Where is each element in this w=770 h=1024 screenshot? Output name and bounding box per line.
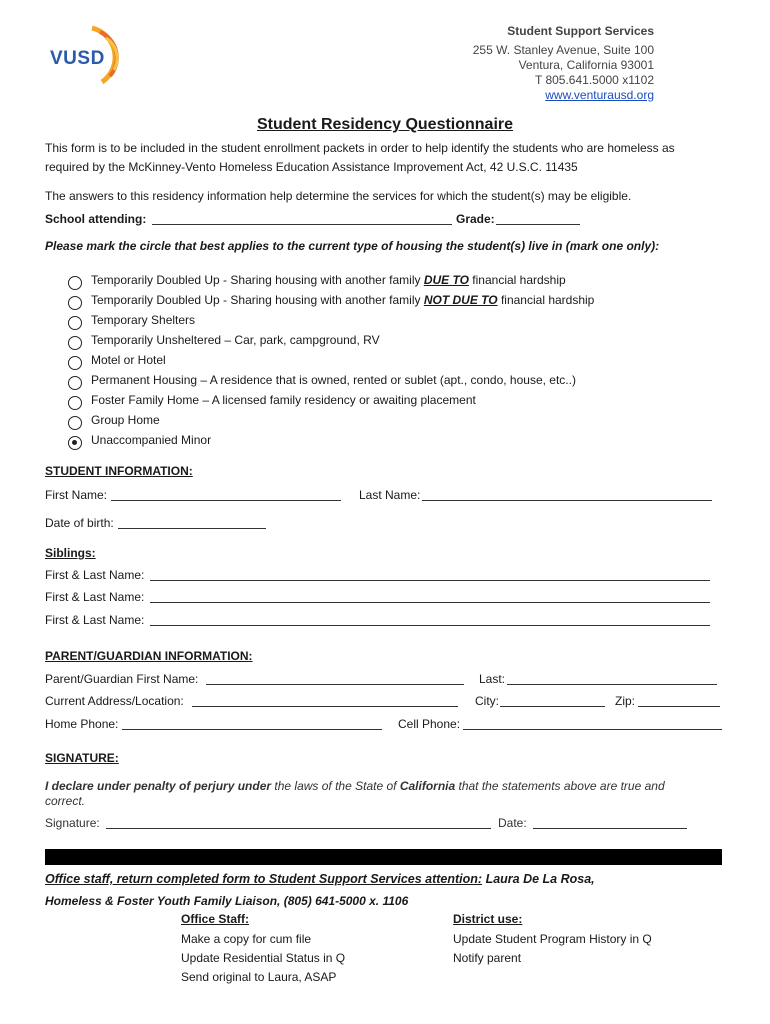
phone-number: T 805.641.5000 x1102 <box>535 73 654 87</box>
city-input[interactable] <box>500 706 605 707</box>
sibling-name-label: First & Last Name: <box>45 568 145 582</box>
housing-radio-permanent[interactable] <box>68 376 82 390</box>
office-use-divider <box>45 849 722 865</box>
first-name-input[interactable] <box>111 500 341 501</box>
student-info-heading: STUDENT INFORMATION: <box>45 464 193 478</box>
housing-option-label: Group Home <box>91 413 160 427</box>
office-staff-item: Make a copy for cum file <box>181 932 312 946</box>
intro-eligibility: The answers to this residency information help determine the services for which the student(s) may be eligible. <box>45 189 632 203</box>
district-use-item: Update Student Program History in Q <box>453 932 652 946</box>
sibling-name-input[interactable] <box>150 625 710 626</box>
housing-option-label: Temporary Shelters <box>91 313 196 327</box>
parent-first-name-label: Parent/Guardian First Name: <box>45 672 199 686</box>
office-return-instructions: Office staff, return completed form to Student Support Services attention: Laura De La Rosa, <box>45 872 595 886</box>
housing-radio-foster[interactable] <box>68 396 82 410</box>
housing-option-label: Motel or Hotel <box>91 353 166 367</box>
address-line-2: Ventura, California 93001 <box>518 58 654 72</box>
housing-radio-doubled-up-due-to[interactable] <box>68 276 82 290</box>
housing-option-label: Temporarily Doubled Up - Sharing housing with another family NOT DUE TO financial hardship <box>91 293 595 307</box>
school-input[interactable] <box>152 224 452 225</box>
perjury-declaration: I declare under penalty of perjury under the laws of the State of California that the statements above are true and <box>45 779 665 793</box>
housing-radio-unaccompanied-minor[interactable] <box>68 436 82 450</box>
home-phone-label: Home Phone: <box>45 717 119 731</box>
parent-first-name-input[interactable] <box>206 684 464 685</box>
sibling-name-label: First & Last Name: <box>45 613 145 627</box>
sibling-name-label: First & Last Name: <box>45 590 145 604</box>
date-label: Date: <box>498 816 527 830</box>
signature-heading: SIGNATURE: <box>45 751 119 765</box>
housing-radio-shelters[interactable] <box>68 316 82 330</box>
housing-radio-motel[interactable] <box>68 356 82 370</box>
grade-label: Grade: <box>456 212 495 226</box>
liaison-contact: Homeless & Foster Youth Family Liaison, (805) 641-5000 x. 1106 <box>45 894 409 908</box>
intro-line-2: required by the McKinney-Vento Homeless Education Assistance Improvement Act, 42 U.S.C. 11435 <box>45 160 578 174</box>
district-use-heading: District use: <box>453 912 523 926</box>
school-label: School attending: <box>45 212 147 226</box>
department-name: Student Support Services <box>507 24 654 38</box>
housing-radio-doubled-up-not-due-to[interactable] <box>68 296 82 310</box>
office-staff-heading: Office Staff: <box>181 912 250 926</box>
parent-last-name-input[interactable] <box>507 684 717 685</box>
intro-line-1: This form is to be included in the student enrollment packets in order to help identify the students who are homeless as <box>45 141 675 155</box>
housing-option-label: Unaccompanied Minor <box>91 433 212 447</box>
housing-prompt: Please mark the circle that best applies to the current type of housing the student(s) live in (mark one only): <box>45 239 660 253</box>
signature-input[interactable] <box>106 828 491 829</box>
vusd-logo <box>44 22 128 92</box>
cell-phone-input[interactable] <box>463 729 722 730</box>
date-input[interactable] <box>533 828 687 829</box>
last-name-label: Last Name: <box>359 488 421 502</box>
website-link[interactable]: www.venturausd.org <box>545 88 654 102</box>
logo-text: VUSD <box>50 48 105 69</box>
home-phone-input[interactable] <box>122 729 382 730</box>
page-title: Student Residency Questionnaire <box>256 116 514 133</box>
siblings-heading: Siblings: <box>45 546 96 560</box>
signature-label: Signature: <box>45 816 100 830</box>
sibling-name-input[interactable] <box>150 580 710 581</box>
housing-option-label: Temporarily Doubled Up - Sharing housing with another family DUE TO financial hardship <box>91 273 566 287</box>
sibling-name-input[interactable] <box>150 602 710 603</box>
parent-last-name-label: Last: <box>479 672 506 686</box>
address-label: Current Address/Location: <box>45 694 184 708</box>
last-name-input[interactable] <box>422 500 712 501</box>
housing-option-label: Temporarily Unsheltered – Car, park, campground, RV <box>91 333 380 347</box>
zip-input[interactable] <box>638 706 720 707</box>
housing-radio-group-home[interactable] <box>68 416 82 430</box>
address-line-1: 255 W. Stanley Avenue, Suite 100 <box>472 43 654 57</box>
district-use-item: Notify parent <box>453 951 522 965</box>
office-staff-item: Update Residential Status in Q <box>181 951 346 965</box>
housing-radio-unsheltered[interactable] <box>68 336 82 350</box>
dob-input[interactable] <box>118 528 266 529</box>
housing-option-label: Permanent Housing – A residence that is owned, rented or sublet (apt., condo, house, etc..) <box>91 373 576 387</box>
zip-label: Zip: <box>615 694 636 708</box>
cell-phone-label: Cell Phone: <box>398 717 461 731</box>
city-label: City: <box>475 694 499 708</box>
dob-label: Date of birth: <box>45 516 114 530</box>
perjury-declaration-end: correct. <box>45 794 86 808</box>
parent-info-heading: PARENT/GUARDIAN INFORMATION: <box>45 649 253 663</box>
address-input[interactable] <box>192 706 458 707</box>
housing-option-label: Foster Family Home – A licensed family residency or awaiting placement <box>91 393 476 407</box>
office-staff-item: Send original to Laura, ASAP <box>181 970 337 984</box>
first-name-label: First Name: <box>45 488 108 502</box>
grade-input[interactable] <box>496 224 580 225</box>
